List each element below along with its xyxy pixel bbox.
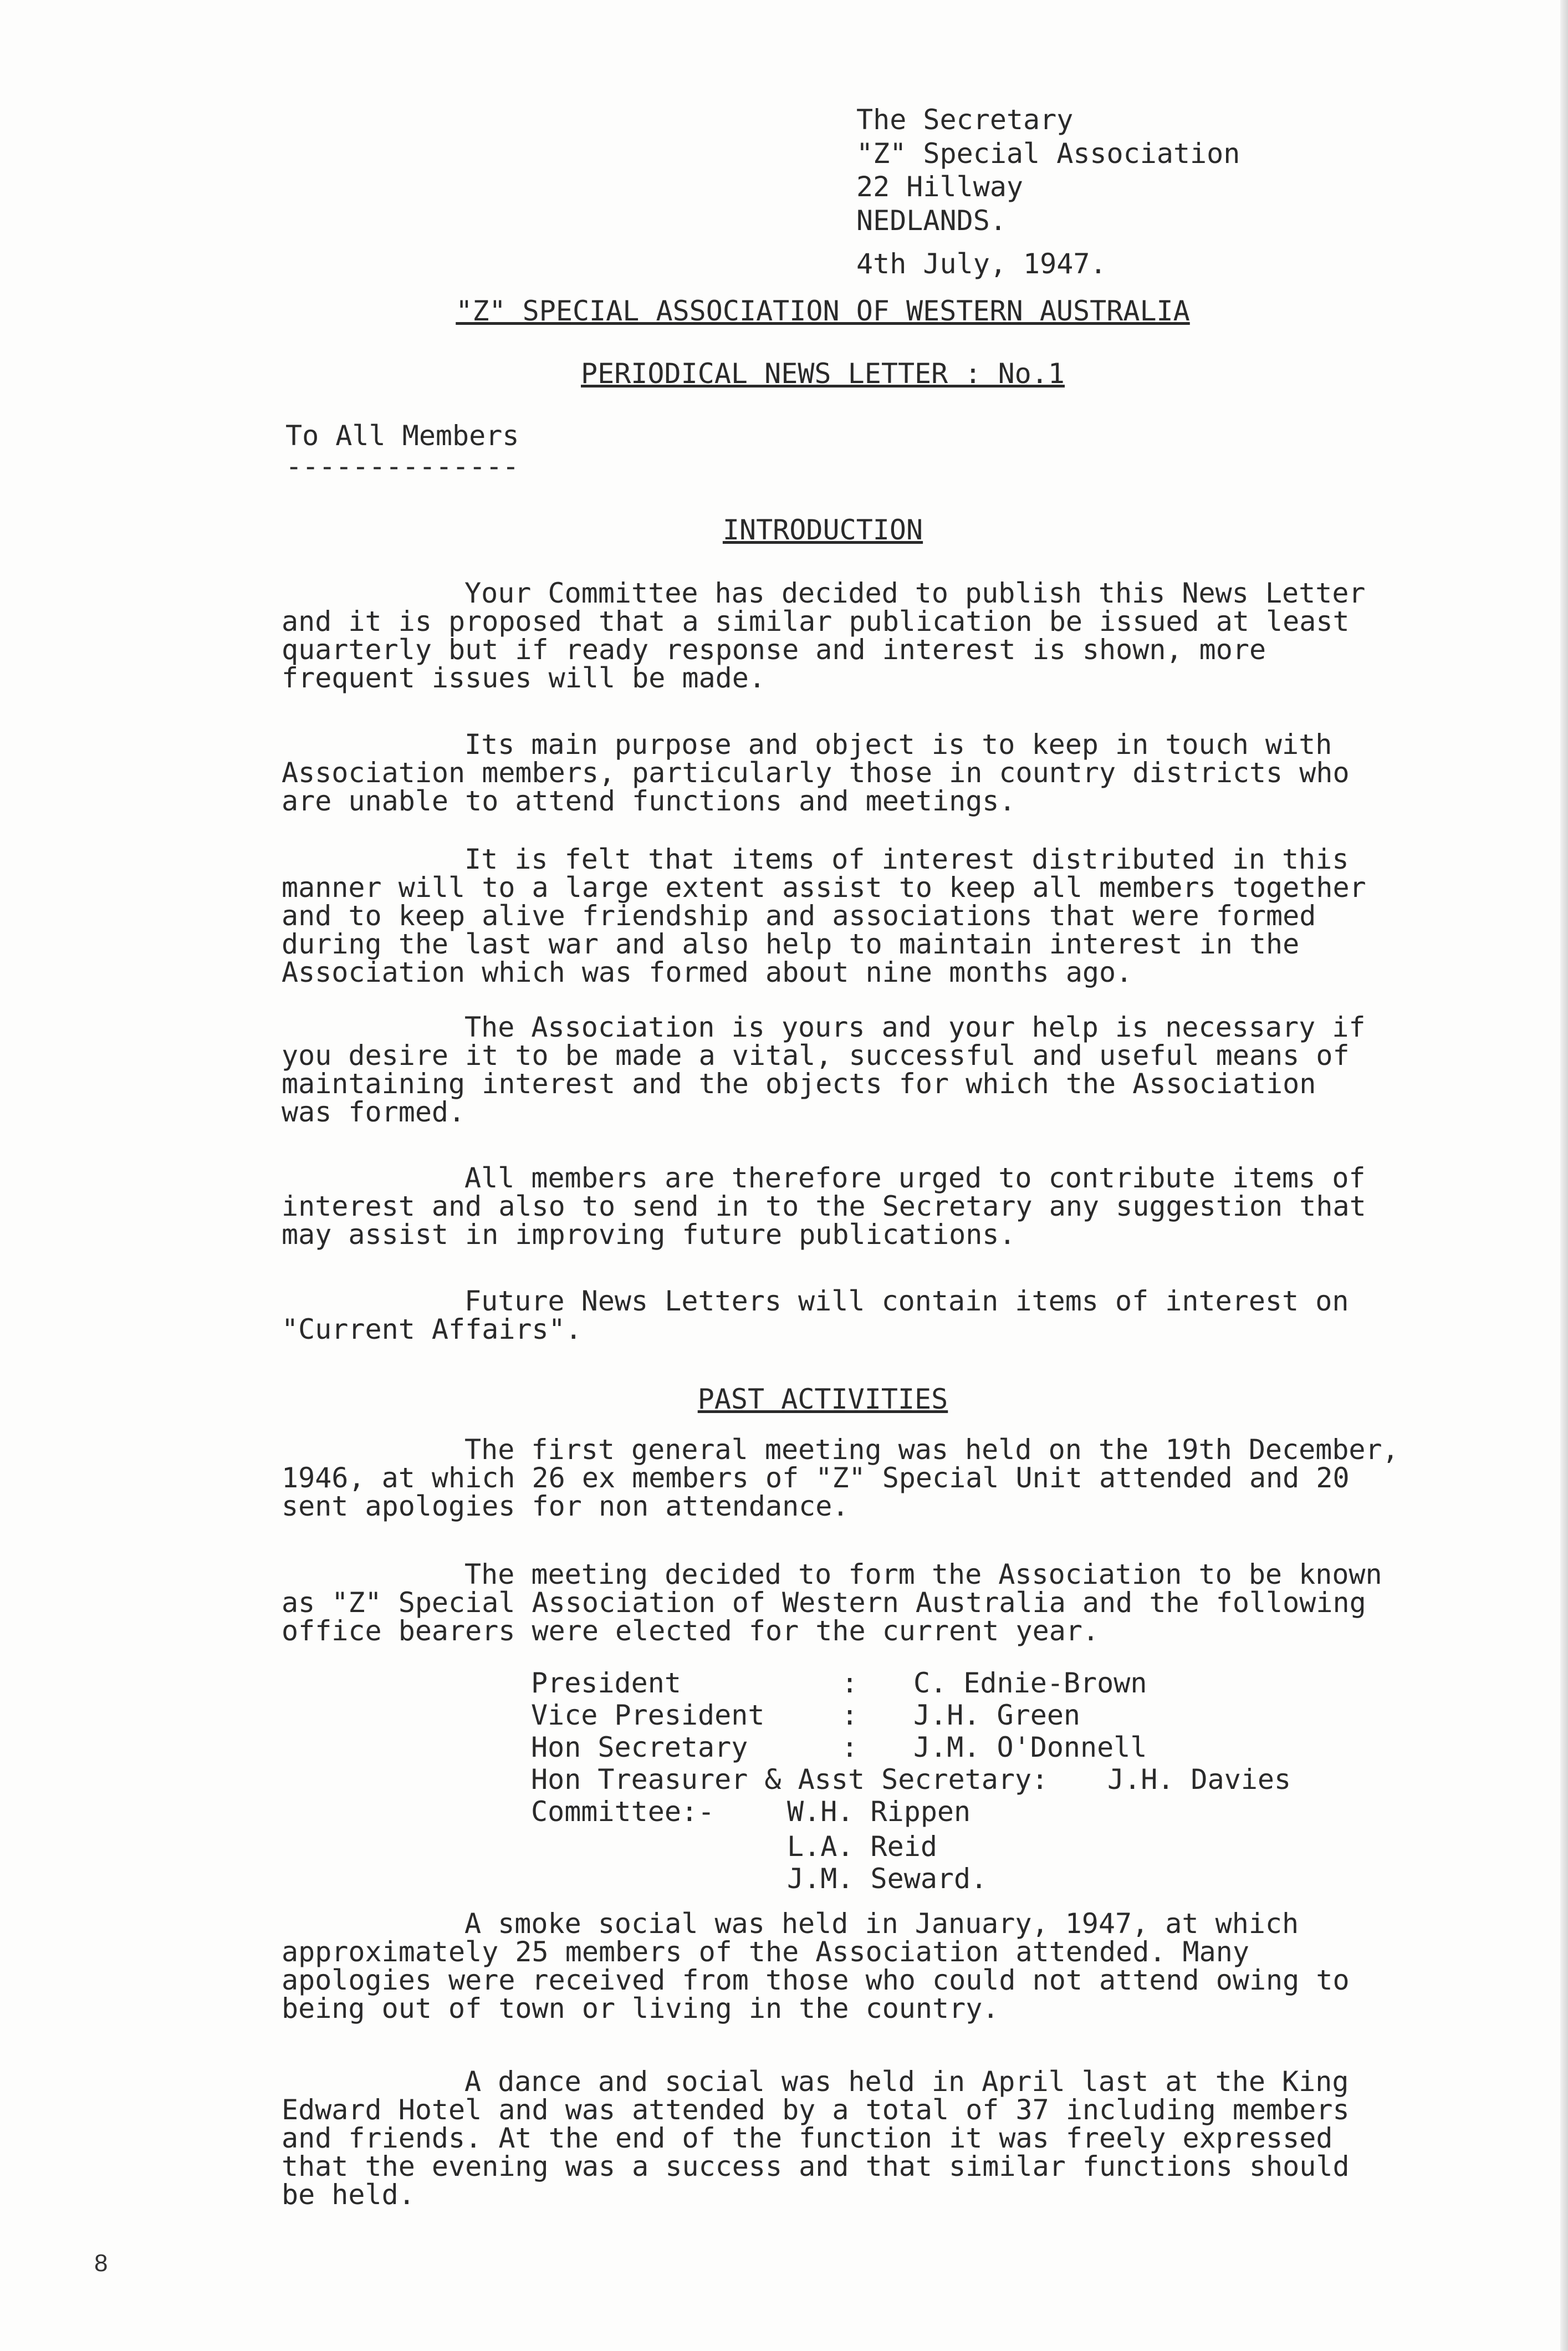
salutation-block [285,421,519,481]
committee-member: L.A. Reid [787,1830,937,1863]
past-activities-title: PAST ACTIVITIES [697,1383,948,1415]
officer-row [531,1797,1291,1829]
introduction-title: INTRODUCTION [722,514,923,546]
activities-paragraph: The first general meeting was held on the 19th December, 1946, at which 26 ex members of "Z" Special Unit attended and 20 sent apologies for non attendance. [282,1434,1399,1522]
officer-name: C. Ednie-Brown [913,1667,1147,1699]
officer-separator: : [841,1667,859,1699]
officer-name: W.H. Rippen [787,1796,971,1828]
officer-row [531,1733,1291,1765]
address-line: NEDLANDS. [856,204,1007,237]
officer-name: J.M. O'Donnell [913,1731,1147,1763]
activities-paragraph: The meeting decided to form the Association to be known as "Z" Special Association of Western Australia and the following office bearers were elected for the current year. [282,1558,1382,1647]
officer-row [531,1701,1291,1733]
officer-row [531,1669,1291,1701]
officer-role: Vice President [531,1699,765,1731]
association-heading: "Z" SPECIAL ASSOCIATION OF WESTERN AUSTRALIA [456,295,1190,327]
intro-paragraph: It is felt that items of interest distributed in this manner will to a large extent assist to keep all members together and to keep alive friendship and associations that were formed during the last war and also help to maintain interest in the Association which was formed about nine months ago. [282,843,1366,988]
intro-paragraph: The Association is yours and your help is necessary if you desire it to be made a vital, successful and useful means of maintaining interest and the objects for which the Association was formed. [282,1011,1366,1128]
intro-paragraph: Its main purpose and object is to keep in touch with Association members, particularly those in country districts who are unable to attend functions and meetings. [282,728,1350,817]
officer-role: Hon Secretary [531,1731,748,1763]
office-bearers-list [531,1669,1291,1829]
letter-date: 4th July, 1947. [856,248,1107,280]
sender-address [856,105,1240,283]
officer-role: Committee:- [531,1796,715,1828]
page-number: 8 [94,2250,108,2277]
scan-edge-shadow [1560,0,1568,2351]
salutation: To All Members [285,420,519,452]
officer-role: President [531,1667,681,1699]
officer-row [531,1765,1291,1797]
officer-separator: : [841,1699,859,1731]
address-line: The Secretary [856,104,1074,136]
address-line: "Z" Special Association [856,137,1240,170]
intro-paragraph: All members are therefore urged to contribute items of interest and also to send in to the Secretary any suggestion that may assist in improving future publications. [282,1162,1366,1251]
officer-name: J.H. Green [913,1699,1081,1731]
intro-paragraph: Your Committee has decided to publish this News Letter and it is proposed that a similar publication be issued at least quarterly but if ready response and interest is shown, more frequent issues will be made. [282,577,1366,694]
salutation-rule: -------------- [285,450,519,482]
address-line: 22 Hillway [856,171,1024,203]
activities-paragraph: A smoke social was held in January, 1947, at which approximately 25 members of the Association attended. Many apologies were received from those who could not attend owing to being out of town or living in the country. [282,1908,1350,2024]
officer-role: Hon Treasurer & Asst Secretary: [531,1763,1049,1796]
committee-member: J.M. Seward. [787,1863,988,1895]
intro-paragraph: Future News Letters will contain items of interest on "Current Affairs". [282,1285,1349,1345]
officer-name: J.H. Davies [1107,1763,1291,1796]
activities-paragraph: A dance and social was held in April last at the King Edward Hotel and was attended by a total of 37 including members and friends. At the end of the function it was freely expressed that the evening was a success and that similar functions should be held. [282,2066,1350,2211]
newsletter-subheading: PERIODICAL NEWS LETTER : No.1 [581,358,1065,390]
officer-separator: : [841,1731,859,1763]
